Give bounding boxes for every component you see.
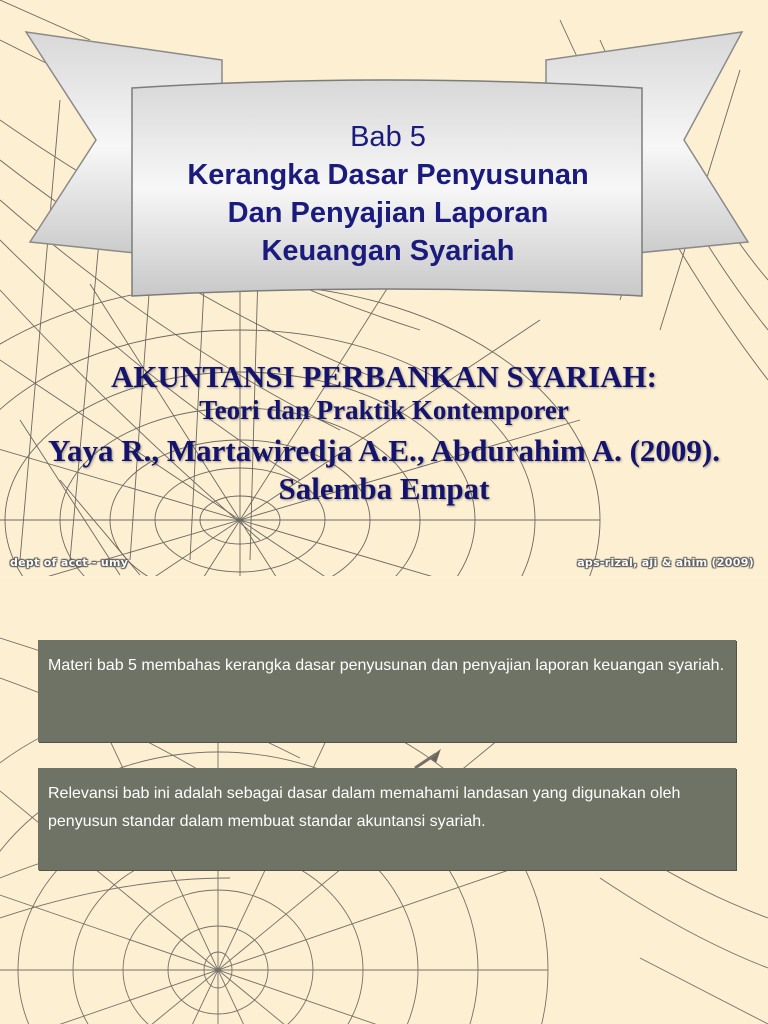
book-subtitle: Teori dan Praktik Kontemporer: [199, 395, 569, 425]
title-line-2: Dan Penyajian Laporan: [227, 197, 549, 229]
footer-right: aps-rizal, aji & ahim (2009): [577, 556, 754, 569]
chapter-number: Bab 5: [350, 121, 426, 153]
footer-left: dept of acct - umy: [10, 556, 129, 569]
title-line-1: Kerangka Dasar Penyusunan: [187, 159, 589, 191]
book-citation: Yaya R., Martawiredja A.E., Abdurahim A. (2009). Salemba Empat: [48, 433, 720, 506]
book-title: AKUNTANSI PERBANKAN SYARIAH:: [110, 359, 657, 394]
title-line-3: Keuangan Syariah: [261, 235, 515, 267]
book-reference: [0, 360, 768, 508]
content-slide: [0, 578, 768, 1024]
relevance-box: Relevansi bab ini adalah sebagai dasar dalam memahami landasan yang digunakan oleh penyusun standar dalam membuat standar akuntansi syariah.: [38, 768, 736, 870]
summary-box: Materi bab 5 membahas kerangka dasar penyusunan dan penyajian laporan keuangan syariah.: [38, 640, 736, 742]
chapter-title: [132, 118, 644, 270]
